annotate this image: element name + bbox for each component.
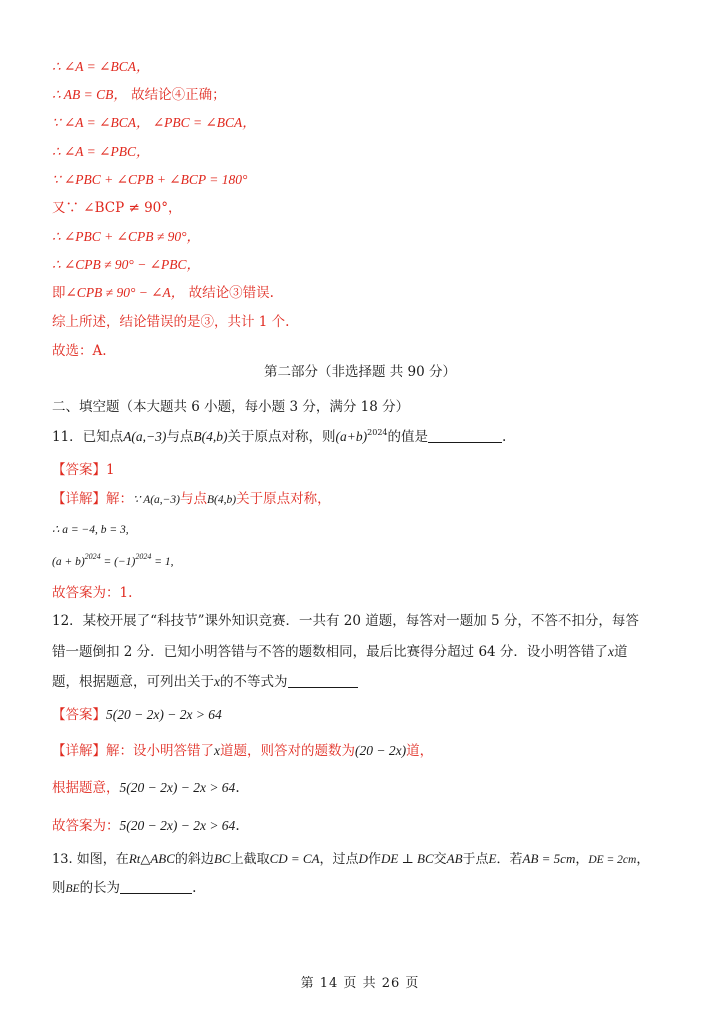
proof-line-2-text: 故结论④正确； [131,87,226,103]
proof-line-9-math: ∠CPB ≠ 90° − ∠A， [65,285,185,300]
q11-mid1: 与点 [166,429,194,445]
q13-line-2 [52,879,196,898]
proof-line-9-conclusion: 故结论③错误. [188,285,274,301]
q13-l1-m3: CD = CA [269,851,320,866]
summary-line: 综上所述，结论错误的是③，共计 1 个. [52,314,290,330]
q12-line-2-a: 错一题倒扣 2 分．已知小明答错与不答的题数相同，最后比赛得分超过 64 分．设小明答错了 [52,644,608,660]
proof-line-2 [52,86,226,104]
q11-detail-a: 解： [106,491,133,507]
q11-answer-blank [428,428,502,443]
q13-l1-d: ，过点 [319,852,359,867]
q12-step-1-math: 5(20 − 2x) − 2x > 64 [119,780,236,795]
q13-l1-i: ， [575,852,589,867]
q11-step-2-exp1: 2024 [84,552,101,561]
q11-point-a: A(a,−3) [123,429,167,444]
page-footer: 第 14 页 共 26 页 [300,976,420,991]
q11-step-2-exp2: 2024 [135,552,152,561]
q12-answer-blank [288,673,358,688]
q11-step-2-c: = 1, [151,556,174,568]
q13-l1-m5: DE ⊥ BC [380,851,434,866]
q12-final-math: 5(20 − 2x) − 2x > 64 [119,818,236,833]
q11-detail-b: 与点 [180,491,208,507]
q12-line-3-a: 题，根据题意，可列出关于 [52,674,214,690]
q12-detail-expr: (20 − 2x) [355,743,407,758]
q11-stem [52,428,506,446]
q12-detail-var: x [214,743,220,758]
q13-l1-m2: BC [213,851,231,866]
q11-detail-tag: 【详解】 [52,491,106,507]
proof-line-5: ∵ ∠PBC + ∠CPB + ∠BCP = 180° [52,172,248,187]
q13-l1-e: 作 [367,852,381,867]
q13-l1-a: 13. 如图，在 [52,852,129,867]
q13-answer-blank [120,879,192,894]
q12-final-a: 故答案为： [52,818,120,834]
section-heading: 二、填空题（本大题共 6 小题，每小题 3 分，满分 18 分） [52,399,410,415]
q13-l1-g: 于点 [462,852,489,867]
q13-l2-a: 则 [52,880,66,896]
q13-line-1 [52,850,649,869]
q13-l2-end: . [192,880,197,896]
q13-l1-f: 交 [433,852,447,867]
q12-detail-a: 解：设小明答错了 [106,743,214,759]
proof-line-1: ∴ ∠A = ∠BCA， [52,59,150,74]
proof-line-9-prefix: 即 [52,285,66,301]
q11-final: 故答案为：1. [52,585,133,601]
proof-line-3: ∵ ∠A = ∠BCA， ∠PBC = ∠BCA， [52,115,256,130]
q13-l1-c: 上截取 [230,852,270,867]
q11-detail [52,490,331,509]
q13-l1-m9: DE = 2cm [588,854,637,866]
q12-detail-tag: 【详解】 [52,743,106,759]
proof-line-7: ∴ ∠PBC + ∠CPB ≠ 90°， [52,229,200,244]
choice-line: 故选：A. [52,343,107,359]
q13-l1-m6: AB [446,851,463,866]
q11-expr: (a+b) [335,429,368,444]
q12-answer-value: 5(20 − 2x) − 2x > 64 [106,707,222,722]
q12-final [52,817,240,835]
q11-answer-value: 1 [106,462,115,478]
proof-line-6: 又∵ ∠BCP ≠ 90°， [52,200,182,216]
q11-mid2: 关于原点对称，则 [227,429,336,445]
q11-point-b: B(4,b) [193,429,228,444]
q13-l1-m4: D [358,851,368,866]
q12-final-end: . [235,818,240,834]
q13-l1-m8: AB = 5cm [522,851,576,866]
q12-line-3-b: 的不等式为 [220,674,288,690]
q12-line-2 [52,643,627,661]
q12-step-1-end: . [235,780,240,796]
q12-detail-b: 道题，则答对的题数为 [220,743,355,759]
q12-line-2-b: 道 [613,644,628,660]
q11-answer-tag: 【答案】 [52,462,106,478]
q12-detail [52,742,433,760]
q13-l1-h: ．若 [496,852,523,867]
q13-l1-b: 的斜边 [174,852,214,867]
q12-step-1 [52,779,240,797]
q13-l2-b: 的长为 [79,880,121,896]
q11-step-2-a: (a + b) [52,556,85,568]
q13-l1-j: ， [636,852,650,867]
q12-line-1: 12．某校开展了“科技节”课外知识竞赛．一共有 20 道题，每答对一题加 5 分，不答不扣分，每答 [52,613,639,629]
proof-line-8: ∴ ∠CPB ≠ 90° − ∠PBC， [52,257,200,272]
q13-l1-m1: Rt△ABC [128,851,175,866]
q12-answer-tag: 【答案】 [52,707,106,723]
q12-line-2-var: x [607,644,614,659]
q11-exponent: 2024 [367,428,388,437]
q12-line-3-var: x [214,674,220,689]
q12-step-1-a: 根据题意， [52,780,120,796]
q11-end: . [502,429,507,445]
q11-answer [52,461,115,479]
q11-detail-c: 关于原点对称， [236,491,331,507]
q11-detail-math2: B(4,b) [207,494,237,506]
q13-l2-m: BE [65,883,80,895]
q11-step-2 [52,553,174,571]
section-title: 第二部分（非选择题 共 90 分） [263,364,457,380]
q12-line-3 [52,673,358,691]
q11-detail-math1: ∵ A(a,−3) [133,494,181,506]
q11-step-2-b: = (−1) [100,556,136,568]
proof-line-4: ∴ ∠A = ∠PBC， [52,144,150,159]
q12-detail-c: 道， [406,743,434,759]
q12-answer [52,706,222,724]
q11-pre: 11．已知点 [52,429,124,445]
proof-line-2-math: ∴ AB = CB， [52,87,127,102]
proof-line-9 [52,284,274,302]
q11-step-1: ∴ a = −4, b = 3, [52,524,129,536]
q13-l1-m7: E [488,851,497,866]
q11-post: 的值是 [387,429,429,445]
